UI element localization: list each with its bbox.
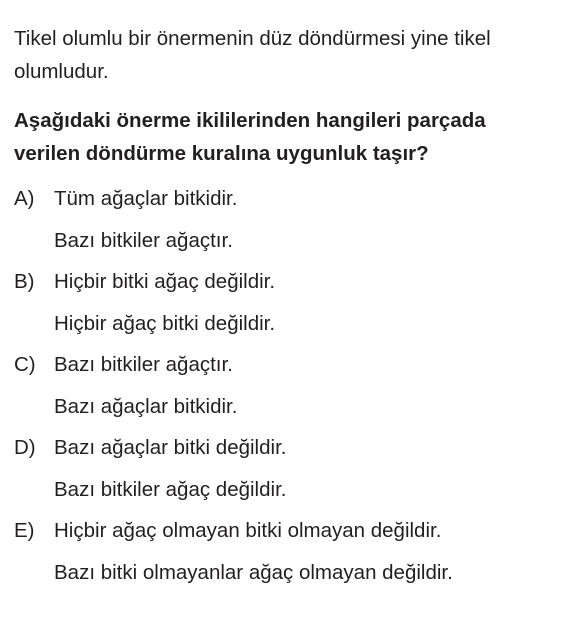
option-a-line-2: Bazı bitkiler ağaçtır.: [54, 228, 233, 252]
option-d-letter: D): [14, 436, 36, 459]
option-c-letter: C): [14, 353, 36, 376]
option-e-letter: E): [14, 519, 35, 542]
answer-options: [14, 178, 580, 593]
passage-text: [14, 22, 576, 88]
option-c[interactable]: [14, 344, 580, 427]
option-d-line-1: Bazı ağaçlar bitki değildir.: [54, 436, 287, 459]
option-e-text: [54, 510, 580, 593]
passage-line-1: Tikel olumlu bir önermenin düz döndürmesi yine tikel: [14, 27, 491, 50]
question-line-2: verilen döndürme kuralına uygunluk taşır?: [14, 142, 429, 165]
option-c-text: [54, 344, 580, 427]
option-a-letter: A): [14, 187, 35, 210]
option-a-line-1: Tüm ağaçlar bitkidir.: [54, 187, 238, 210]
option-a-text: [54, 178, 580, 261]
option-b[interactable]: [14, 261, 580, 344]
option-b-text: [54, 261, 580, 344]
option-d[interactable]: [14, 427, 580, 510]
passage-line-2: olumludur.: [14, 60, 109, 83]
option-b-line-1: Hiçbir bitki ağaç değildir.: [54, 270, 276, 293]
option-e[interactable]: [14, 510, 580, 593]
option-e-line-1: Hiçbir ağaç olmayan bitki olmayan değildir.: [54, 519, 442, 542]
option-c-line-1: Bazı bitkiler ağaçtır.: [54, 353, 233, 376]
option-e-line-2: Bazı bitki olmayanlar ağaç olmayan değildir.: [54, 560, 453, 584]
option-d-line-2: Bazı bitkiler ağaç değildir.: [54, 477, 287, 501]
question-line-1: Aşağıdaki önerme ikililerinden hangileri parçada: [14, 109, 486, 132]
option-b-line-2: Hiçbir ağaç bitki değildir.: [54, 311, 276, 335]
option-c-line-2: Bazı ağaçlar bitkidir.: [54, 394, 238, 418]
question-prompt: [14, 104, 580, 170]
option-b-letter: B): [14, 270, 35, 293]
option-d-text: [54, 427, 580, 510]
option-a[interactable]: [14, 178, 580, 261]
